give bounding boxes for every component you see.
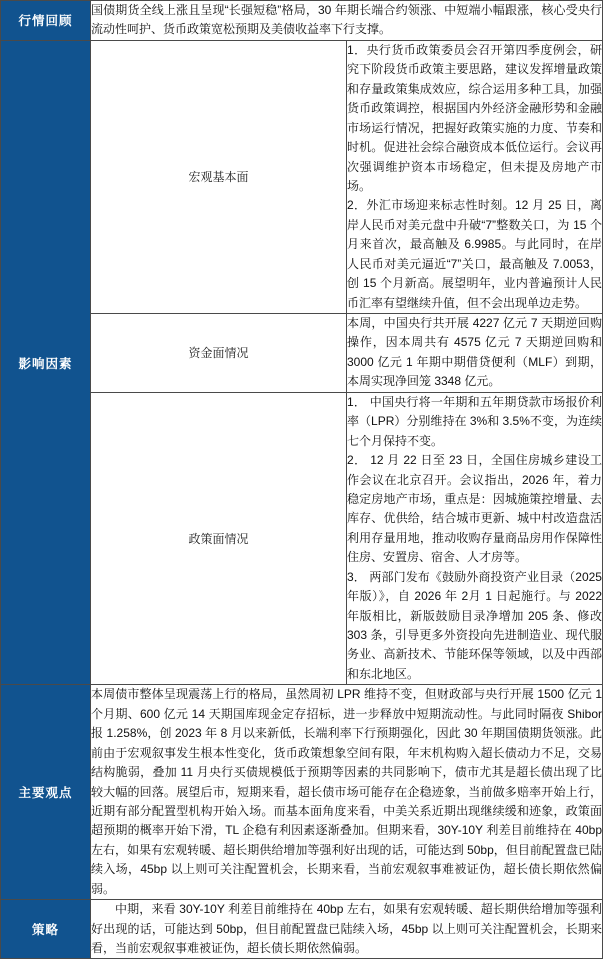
main-views-body <box>91 685 603 900</box>
paragraph: 2． 12 月 22 日至 23 日，全国住房城乡建设工作会议在北京召开。会议指出，2026 年，着力稳定房地产市场，重点是：因城施策控增量、去库存、优供给，结合城市更新、城中村改造盘活利用存量用地，推动收购存量商品房用作保障性住房、安置房、宿舍、人才房等。 <box>347 453 602 565</box>
table-body <box>1 1 603 959</box>
paragraph: 2．外汇市场迎来标志性时刻。12 月 25 日，离岸人民币对美元盘中升破“7”整数关口，为 15 个月来首次，最高触及 6.9985。与此同时，在岸人民币对美元逼近“7”关口，最高触及 7.0053，创 15 个月新高。展望明年，业内普遍预计人民币汇率有望继续升值，但不会出现单边走势。 <box>347 198 602 310</box>
table-row <box>1 1 603 41</box>
paragraph: 1．央行货币政策委员会召开第四季度例会，研究下阶段货币政策主要思路，建议发挥增量政策和存量政策集成效应，综合运用多种工具，加强货币政策调控，根据国内外经济金融形势和金融市场运行情况，把握好政策实施的力度、节奏和时机。促进社会综合融资成本低位运行。会议再次强调维护资本市场稳定，但未提及房地产市场。 <box>347 42 602 193</box>
sub-label-policy-conditions: 政策面情况 <box>91 392 347 685</box>
table-row <box>1 314 603 393</box>
table-row <box>1 685 603 900</box>
paragraph: 本周债市整体呈现震荡上行的格局，虽然周初 LPR 维持不变，但财政部与央行开展 1500 亿元 1 个月期、600 亿元 14 天期国库现金定存招标，进一步释放中短期流动性。与此同时隔夜 Shibor 报 1.258%，创 2023 年 8 月以来新低，长端利率下行预期强化，因此 30 年期国债期货领涨。此前由于宏观叙事发生根本性变化，货币政策想象空间有限，年末机构购入超长债动力不足，交易结构脆弱，叠加 11 月央行买债规模低于预期等因素的共同影响下，债市尤其是超长债出现了比较大幅的回落。展望后市，短期来看，超长债市场可能存在企稳迹象，当前做多赔率开始上行，近期有部分配置型机构开始入场。而基本面角度来看，中美关系近期出现继续缓和迹象，政策面超预期的概率开始下滑，TL 企稳有利因素逐渐叠加。但期来看，30Y-10Y 利差目前维持在 40bp 左右，如果有宏观转暖、超长期供给增加等强利好出现的话，可能达到 50bp，但目前配置盘已陆续入场，45bp 以上则可关注配置机会，长期来看，当前宏观叙事难被证伪，超长债长期依然偏弱。 <box>91 687 602 896</box>
policy-conditions-body <box>347 392 603 685</box>
section-label-strategy: 策略 <box>1 900 91 959</box>
sub-label-macro-fundamentals: 宏观基本面 <box>91 40 347 313</box>
table-row <box>1 392 603 685</box>
section-label-influencing-factors: 影响因素 <box>1 40 91 684</box>
sub-label-liquidity-conditions: 资金面情况 <box>91 314 347 393</box>
table-row <box>1 900 603 959</box>
strategy-body <box>91 900 603 959</box>
market-review-body <box>91 1 603 41</box>
section-label-main-views: 主要观点 <box>1 685 91 900</box>
paragraph: 本周，中国央行共开展 4227 亿元 7 天期逆回购操作，因本周共有 4575 亿元 7 天期逆回购和 3000 亿元 1 年期中期借贷便利（MLF）到期，本周实现净回笼 3348 亿元。 <box>347 316 602 389</box>
liquidity-conditions-body <box>347 314 603 393</box>
paragraph: 1． 中国央行将一年期和五年期贷款市场报价利率（LPR）分别维持在 3%和 3.5%不变，为连续七个月保持不变。 <box>347 394 602 448</box>
paragraph: 国债期货全线上涨且呈现“长强短稳”格局，30 年期长端合约领涨、中短端小幅跟涨，核心受央行流动性呵护、货币政策宽松预期及美债收益率下行支撑。 <box>91 3 602 37</box>
section-label-market-review: 行情回顾 <box>1 1 91 41</box>
paragraph: 3． 两部门发布《鼓励外商投资产业目录（2025 年版）》，自 2026 年 2月 1 日起施行。与 2022 年版相比，新版鼓励目录净增加 205 条、修改 303 条，引导更多外资投向先进制造业、现代服务业、高新技术、节能环保等领域，以及中西部和东北地区。 <box>347 569 602 681</box>
table-row <box>1 40 603 313</box>
paragraph: 中期，来看 30Y-10Y 利差目前维持在 40bp 左右，如果有宏观转暖、超长期供给增加等强利好出现的话，可能达到 50bp，但目前配置盘已陆续入场，45bp 以上则可关注配置机会，长期来看，当前宏观叙事难被证伪，超长债长期依然偏弱。 <box>91 902 602 955</box>
macro-fundamentals-body <box>347 40 603 313</box>
